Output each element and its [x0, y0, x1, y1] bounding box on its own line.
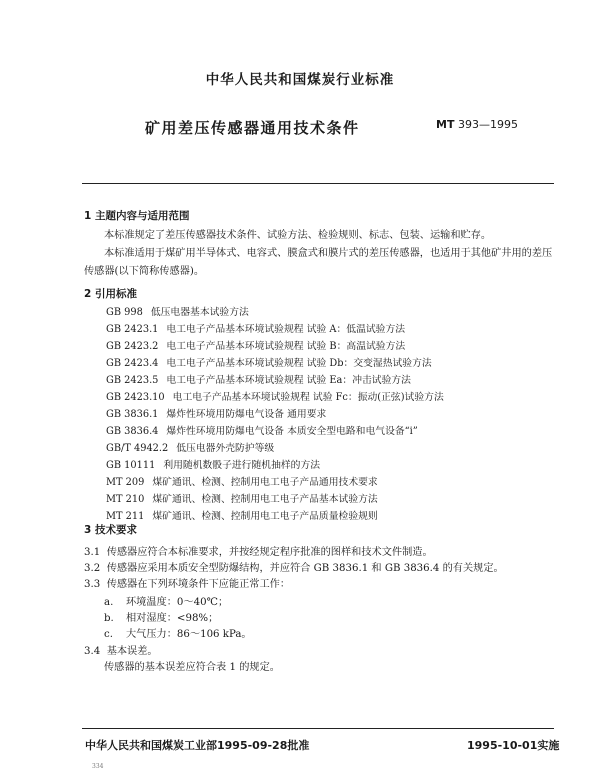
bottom-rule — [82, 728, 554, 729]
section-3-heading: 3 技术要求 — [84, 524, 137, 536]
clause-text: 传感器应采用本质安全型防爆结构，并应符合 GB 3836.1 和 GB 3836.4 的有关规定。 — [106, 563, 504, 574]
reference-item — [106, 355, 432, 369]
reference-item — [106, 491, 378, 505]
reference-code: GB 3836.1 — [106, 409, 159, 420]
reference-item — [106, 457, 320, 471]
section-1-para-1: 本标准规定了差压传感器技术条件、试验方法、检验规则、标志、包装、运输和贮存。 — [104, 230, 492, 241]
clause-number: 3.4 — [84, 646, 101, 657]
reference-title: 电工电子产品基本环境试验规程 试验 Fc：振动(正弦)试验方法 — [172, 392, 444, 403]
clause-text: 传感器应符合本标准要求，并按经规定程序批准的图样和技术文件制造。 — [106, 547, 433, 558]
section-1-heading: 1 主题内容与适用范围 — [84, 210, 190, 222]
reference-title: 爆炸性环境用防爆电气设备 通用要求 — [166, 409, 327, 420]
reference-item — [106, 423, 418, 437]
reference-title: 电工电子产品基本环境试验规程 试验 Db：交变湿热试验方法 — [166, 358, 432, 369]
issue-statement: 中华人民共和国煤炭工业部1995-09-28批准 — [85, 739, 310, 752]
reference-item — [106, 474, 378, 488]
reference-title: 电工电子产品基本环境试验规程 试验 B：高温试验方法 — [166, 341, 406, 352]
reference-item — [106, 440, 274, 454]
standard-category: 中华人民共和国煤炭行业标准 — [205, 72, 395, 88]
reference-code: MT 210 — [106, 494, 145, 505]
reference-code: GB 2423.4 — [106, 358, 159, 369]
clause-3-1 — [84, 545, 433, 560]
reference-title: 低压电器外壳防护等级 — [176, 443, 275, 454]
reference-code: GB 2423.2 — [106, 341, 159, 352]
reference-item — [106, 321, 405, 335]
reference-code: MT 209 — [106, 477, 145, 488]
reference-title: 低压电器基本试验方法 — [150, 307, 249, 318]
reference-code: GB 2423.1 — [106, 324, 159, 335]
clause-text: 传感器在下列环境条件下应能正常工作： — [106, 579, 291, 590]
code-number: 393—1995 — [457, 118, 518, 131]
clause-number: 3.3 — [84, 579, 101, 590]
reference-title: 利用随机数骰子进行随机抽样的方法 — [163, 460, 321, 471]
reference-title: 煤矿通讯、检测、控制用电工电子产品质量检验规则 — [152, 511, 378, 522]
document-title: 矿用差压传感器通用技术条件 — [145, 119, 360, 137]
reference-title: 电工电子产品基本环境试验规程 试验 A：低温试验方法 — [166, 324, 406, 335]
clause-3-2 — [84, 561, 504, 576]
clause-3-4 — [84, 644, 158, 659]
condition-text: 大气压力：86～106 kPa。 — [126, 629, 252, 640]
reference-code: GB/T 4942.2 — [106, 443, 169, 454]
reference-code: GB 3836.4 — [106, 426, 159, 437]
condition-label: a. — [104, 597, 114, 608]
condition-text: 相对湿度：<98%； — [126, 613, 219, 624]
reference-title: 爆炸性环境用防爆电气设备 本质安全型电路和电气设备“i” — [166, 426, 418, 437]
condition-label: b. — [104, 613, 114, 624]
effective-date: 1995-10-01实施 — [467, 739, 560, 752]
reference-title: 电工电子产品基本环境试验规程 试验 Ea：冲击试验方法 — [166, 375, 411, 386]
reference-title: 煤矿通讯、检测、控制用电工电子产品通用技术要求 — [152, 477, 378, 488]
reference-title: 煤矿通讯、检测、控制用电工电子产品基本试验方法 — [152, 494, 378, 505]
standard-code — [436, 118, 518, 131]
reference-code: GB 2423.5 — [106, 375, 159, 386]
condition-a — [104, 595, 228, 610]
condition-b — [104, 611, 218, 626]
clause-number: 3.2 — [84, 563, 101, 574]
code-prefix: MT — [436, 118, 455, 131]
condition-label: c. — [104, 629, 113, 640]
reference-item — [106, 406, 326, 420]
condition-text: 环境温度：0～40℃； — [126, 597, 229, 608]
section-2-heading: 2 引用标准 — [84, 288, 137, 300]
clause-number: 3.1 — [84, 547, 101, 558]
top-rule — [82, 183, 554, 184]
page-mark: 334 — [92, 763, 104, 770]
reference-item — [106, 304, 249, 318]
clause-3-3 — [84, 577, 290, 592]
clause-3-4-note: 传感器的基本误差应符合表 1 的规定。 — [104, 662, 280, 673]
reference-code: GB 998 — [106, 307, 143, 318]
condition-c — [104, 627, 252, 642]
reference-item — [106, 338, 405, 352]
reference-code: GB 10111 — [106, 460, 156, 471]
reference-code: MT 211 — [106, 511, 145, 522]
reference-item — [106, 372, 411, 386]
reference-item — [106, 389, 444, 403]
reference-item — [106, 508, 378, 522]
clause-text: 基本误差。 — [106, 646, 158, 657]
reference-code: GB 2423.10 — [106, 392, 165, 403]
section-1-para-2: 本标准适用于煤矿用半导体式、电容式、膜盒式和膜片式的差压传感器，也适用于其他矿井用的差压传感器(以下简称传感器)。 — [84, 248, 553, 277]
